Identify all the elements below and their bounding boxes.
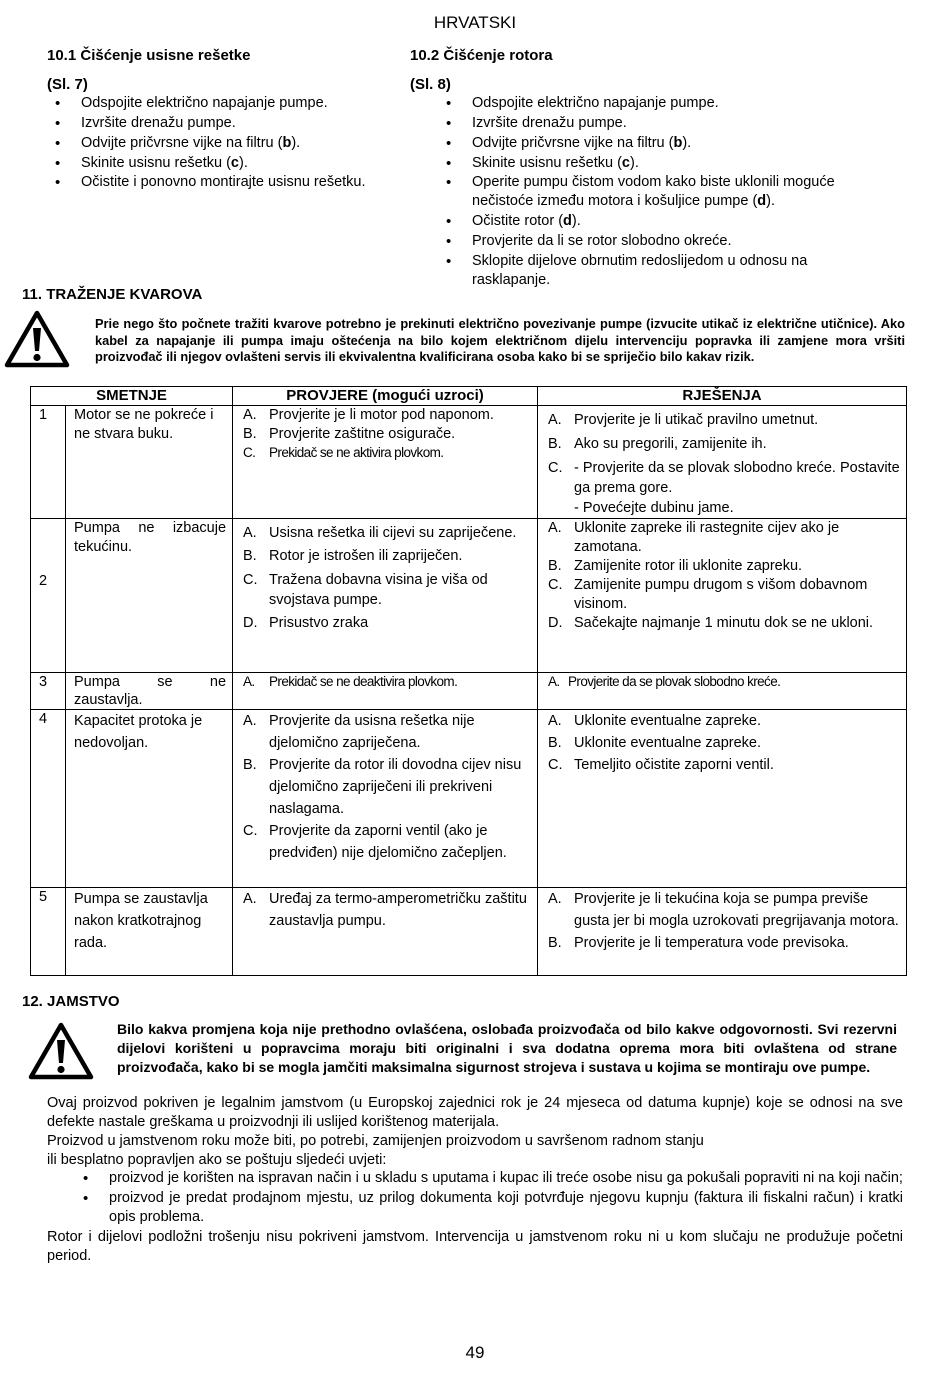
list-item: • Odvijte pričvrsne vijke na filtru (b). <box>434 134 880 153</box>
column-header: RJEŠENJA <box>538 387 907 406</box>
warning-triangle-icon <box>4 310 70 368</box>
causes-cell <box>233 673 538 710</box>
warranty-warning: Bilo kakva promjena koja nije prethodno ovlašćena, oslobađa proizvođača od bilo kakve odgovornosti. Svi rezervni dijelovi korišteni u popravcima moraju biti originalni i sva dodatna oprema mora biti ovlaštena od strane proizvođača, kako bi se mogla jamčiti maksimalna sigurnost strojeva i sustava u kojima se montiraju ove pumpe. <box>117 1021 897 1075</box>
section-10-2 <box>410 46 880 290</box>
list-item: • proizvod je predat prodajnom mjestu, uz prilog dokumenta koji potvrđuje njegovu kupnju (faktura ili fiskalni račun) i kratki opis problema. <box>71 1189 903 1227</box>
list-item: • Izvršite drenažu pumpe. <box>43 114 392 133</box>
warranty-paragraph: Ovaj proizvod pokriven je legalnim jamstvom (u Europskoj zajednici rok je 24 mjeseca od datuma kupnje) koje se odnosi na sve defekte nastale greškama u proizvodnji ili uslijed korištenog materijala. <box>47 1095 903 1130</box>
row-number: 4 <box>31 710 66 888</box>
list-item: B. Provjerite zaštitne osigurače. <box>243 425 456 442</box>
list-item: A. Prekidač se ne deaktivira plovkom. <box>243 674 458 689</box>
list-item: A. Provjerite da usisna rešetka nije djelomično zapriječena. <box>243 713 475 751</box>
page-number: 49 <box>465 1343 485 1362</box>
list-item: • Očistite rotor (d). <box>434 212 880 231</box>
list-item: • Sklopite dijelove obrnutim redoslijedom u odnosu na rasklapanje. <box>434 252 880 290</box>
list-item: B. Provjerite je li temperatura vode previsoka. <box>548 935 849 951</box>
list-item: B. Rotor je istrošen ili zapriječen. <box>243 548 463 564</box>
warranty-paragraph: Rotor i dijelovi podložni trošenju nisu pokriveni jamstvom. Intervencija u jamstvenom roku ni u kom slučaju ne produžuje početni period. <box>47 1228 903 1264</box>
causes-cell <box>233 710 538 888</box>
list-item: D. Prisustvo zraka <box>243 615 369 631</box>
list-item: C. Prekidač se ne aktivira plovkom. <box>243 444 444 460</box>
row-number: 2 <box>31 519 66 673</box>
troubleshooting-table <box>30 386 907 976</box>
language-header: HRVATSKI <box>433 13 517 32</box>
section-12-title: 12. JAMSTVO <box>22 993 120 1010</box>
conditions-list <box>71 1169 903 1227</box>
list-item: • Izvršite drenažu pumpe. <box>434 114 880 133</box>
list-item: • proizvod je korišten na ispravan način i u skladu s uputama i kupac ili treće osobe nisu ga pokušali popraviti ni na koji način; <box>71 1169 903 1188</box>
list-item: A. Provjerite je li motor pod naponom. <box>243 407 494 423</box>
symptom-cell: Kapacitet protoka je nedovoljan. <box>66 710 233 888</box>
symptom-cell: Pumpa ne izbacuje tekućinu. <box>66 519 233 673</box>
list-item: D. Sačekajte najmanje 1 minutu dok se ne ukloni. <box>548 615 874 631</box>
list-item: A. Uređaj za termo-amperometričku zaštitu zaustavlja pumpu. <box>243 891 527 929</box>
table-row <box>31 406 907 519</box>
list-item: B. Uklonite eventualne zapreke. <box>548 735 762 751</box>
list-item: A. Provjerite da se plovak slobodno kreće. <box>548 674 781 689</box>
list-item: B. Zamijenite rotor ili uklonite zapreku. <box>548 558 803 574</box>
section-title: 10.1 Čišćenje usisne rešetke <box>47 47 251 64</box>
list-item: A. Provjerite je li utikač pravilno umetnut. <box>548 412 819 428</box>
solutions-cell <box>538 519 907 673</box>
list-item: • Očistite i ponovno montirajte usisnu rešetku. <box>43 173 392 192</box>
list-item: A. Uklonite zapreke ili rastegnite cijev ako je zamotana. <box>548 520 840 555</box>
list-item: C. Provjerite da zaporni ventil (ako je predviđen) nije djelomično začepljen. <box>243 823 507 861</box>
row-number: 5 <box>31 888 66 976</box>
steps-list <box>43 94 392 192</box>
list-item: C. Zamijenite pumpu drugom s višom dobavnom visinom. <box>548 577 868 612</box>
section-10-1 <box>47 46 392 193</box>
section-11-title: 11. TRAŽENJE KVAROVA <box>22 286 203 303</box>
list-item: - Povećejte dubinu jame. <box>574 500 734 516</box>
column-header: SMETNJE <box>31 387 233 406</box>
figure-ref: (Sl. 7) <box>47 75 88 93</box>
list-item: • Operite pumpu čistom vodom kako biste uklonili moguće nečistoće između motora i košuljice pumpe (d). <box>434 173 880 211</box>
table-row <box>31 710 907 888</box>
warranty-paragraph: ili besplatno popravljen ako se poštuju sljedeći uvjeti: <box>47 1151 387 1168</box>
list-item: C. Tražena dobavna visina je viša od svojstava pumpe. <box>243 572 488 608</box>
warranty-body <box>47 1094 903 1266</box>
row-number: 3 <box>31 673 66 710</box>
table-row <box>31 519 907 673</box>
table-row <box>31 888 907 976</box>
list-item: • Odspojite električno napajanje pumpe. <box>434 94 880 113</box>
table-row <box>31 673 907 710</box>
list-item: A. Usisna rešetka ili cijevi su zapriječene. <box>243 525 517 541</box>
solutions-cell <box>538 710 907 888</box>
list-item: B. Provjerite da rotor ili dovodna cijev nisu djelomično zapriječeni ili prekriveni naslagama. <box>243 757 522 817</box>
figure-ref: (Sl. 8) <box>410 75 451 93</box>
list-item: C. Temeljito očistite zaporni ventil. <box>548 757 774 773</box>
symptom-cell: Motor se ne pokreće i ne stvara buku. <box>66 406 233 519</box>
list-item: • Odspojite električno napajanje pumpe. <box>43 94 392 113</box>
list-item: • Odvijte pričvrsne vijke na filtru (b). <box>43 134 392 153</box>
list-item: A. Uklonite eventualne zapreke. <box>548 713 762 729</box>
list-item: A. Provjerite je li tekućina koja se pumpa previše gusta jer bi mogla uzrokovati pregrijavanja motora. <box>548 891 899 929</box>
solutions-cell <box>538 673 907 710</box>
causes-cell <box>233 519 538 673</box>
causes-cell <box>233 888 538 976</box>
symptom-cell: Pumpa se zaustavlja nakon kratkotrajnog rada. <box>66 888 233 976</box>
troubleshooting-warning: Prie nego što počnete tražiti kvarove potrebno je prekinuti električno povezivanje pumpe (izvucite utikač iz električne utičnice). Ako kabel za napajanje ili pumpa imaju oštećenja na bilo kojem električnom dijelu intervenciju popravka ili zamjene mora vršiti proizvođač ili njegov ovlašteni servis ili ekvivalentna kvalificirana osoba kako bi se spriječio bilo kakav rizik. <box>95 316 905 365</box>
list-item: • Provjerite da li se rotor slobodno okreće. <box>434 232 880 251</box>
column-header: PROVJERE (mogući uzroci) <box>233 387 538 406</box>
solutions-cell <box>538 406 907 519</box>
symptom-cell: Pumpa se ne zaustavlja. <box>66 673 233 710</box>
warning-triangle-icon <box>28 1022 94 1080</box>
causes-cell <box>233 406 538 519</box>
list-item: C. - Provjerite da se plovak slobodno kreće. Postavite ga prema gore. <box>548 460 900 496</box>
warranty-paragraph: Proizvod u jamstvenom roku može biti, po potrebi, zamijenjen proizvodom u savršenom radnom stanju <box>47 1132 704 1149</box>
steps-list <box>434 94 880 289</box>
list-item: B. Ako su pregorili, zamijenite ih. <box>548 436 767 452</box>
section-title: 10.2 Čišćenje rotora <box>410 47 553 64</box>
list-item: • Skinite usisnu rešetku (c). <box>43 154 392 173</box>
row-number: 1 <box>31 406 66 519</box>
solutions-cell <box>538 888 907 976</box>
list-item: • Skinite usisnu rešetku (c). <box>434 154 880 173</box>
